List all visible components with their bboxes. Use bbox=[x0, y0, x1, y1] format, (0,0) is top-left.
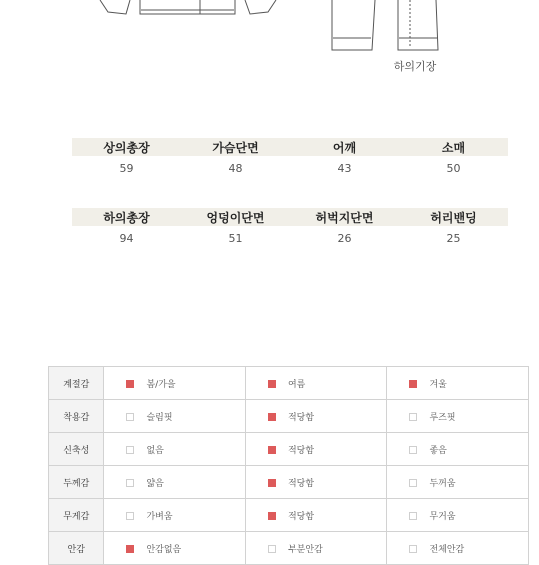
size-header-cell: 하의총장 bbox=[103, 210, 150, 225]
unchecked-box-icon bbox=[409, 512, 417, 520]
attribute-option bbox=[245, 532, 387, 565]
jacket-left-sleeve bbox=[100, 0, 130, 14]
garment-illustration bbox=[0, 0, 539, 80]
jacket-right-sleeve bbox=[245, 0, 276, 14]
size-value-cell: 94 bbox=[119, 231, 134, 245]
size-header-cell: 허벅지단면 bbox=[315, 210, 374, 225]
attribute-row bbox=[49, 367, 529, 400]
attribute-option-label: 적당함 bbox=[287, 445, 315, 456]
checked-box-icon bbox=[126, 380, 134, 388]
attribute-option-label: 슬림핏 bbox=[146, 412, 173, 423]
attribute-option-label: 적당함 bbox=[287, 511, 315, 522]
attribute-option-label: 가벼움 bbox=[146, 511, 173, 522]
unchecked-box-icon bbox=[409, 413, 417, 421]
attribute-option-label: 루즈핏 bbox=[429, 412, 456, 423]
size-header-cell: 허리밴딩 bbox=[430, 210, 477, 225]
jacket-body-hem bbox=[140, 0, 235, 14]
unchecked-box-icon bbox=[126, 446, 134, 454]
attribute-option bbox=[245, 433, 387, 466]
attribute-option bbox=[387, 532, 529, 565]
attribute-row bbox=[49, 433, 529, 466]
attribute-option bbox=[104, 400, 246, 433]
unchecked-box-icon bbox=[126, 479, 134, 487]
size-value-cell: 51 bbox=[228, 231, 243, 245]
checked-box-icon bbox=[268, 413, 276, 421]
attribute-label: 착용감 bbox=[49, 400, 104, 433]
attribute-row bbox=[49, 400, 529, 433]
attribute-row bbox=[49, 466, 529, 499]
attribute-option bbox=[104, 433, 246, 466]
unchecked-box-icon bbox=[126, 512, 134, 520]
attribute-label: 두께감 bbox=[49, 466, 104, 499]
attribute-option-label: 여름 bbox=[287, 379, 306, 390]
attribute-option-label: 적당함 bbox=[287, 412, 315, 423]
size-value-cell: 25 bbox=[446, 231, 461, 245]
attribute-option-label: 무거움 bbox=[429, 511, 456, 522]
attribute-option-label: 겨울 bbox=[429, 379, 447, 390]
checked-box-icon bbox=[268, 446, 276, 454]
attribute-label: 무게감 bbox=[49, 499, 104, 532]
checked-box-icon bbox=[268, 512, 276, 520]
attribute-option-label: 없음 bbox=[146, 445, 164, 456]
size-header-cell: 상의총장 bbox=[103, 140, 150, 155]
attribute-label: 계절감 bbox=[49, 367, 104, 400]
attribute-option-label: 부분안감 bbox=[287, 544, 323, 555]
attribute-option bbox=[104, 367, 246, 400]
top-size-table bbox=[72, 138, 508, 180]
size-table-values bbox=[72, 226, 508, 250]
pants-length-caption: 하의기장 bbox=[393, 60, 437, 73]
checked-box-icon bbox=[268, 380, 276, 388]
attribute-option-label: 봄/가을 bbox=[146, 379, 176, 390]
attribute-option bbox=[104, 466, 246, 499]
size-header-cell: 어깨 bbox=[332, 140, 357, 155]
unchecked-box-icon bbox=[268, 545, 276, 553]
attribute-option bbox=[245, 499, 387, 532]
attribute-row bbox=[49, 532, 529, 565]
unchecked-box-icon bbox=[126, 413, 134, 421]
size-value-cell: 59 bbox=[119, 161, 134, 175]
pants-left-leg bbox=[332, 0, 375, 50]
checked-box-icon bbox=[126, 545, 134, 553]
unchecked-box-icon bbox=[409, 479, 417, 487]
attribute-option bbox=[387, 499, 529, 532]
attribute-row bbox=[49, 499, 529, 532]
attribute-option-label: 좋음 bbox=[429, 445, 447, 456]
size-value-cell: 48 bbox=[228, 161, 243, 175]
attribute-option bbox=[387, 367, 529, 400]
checked-box-icon bbox=[409, 380, 417, 388]
size-header-cell: 가슴단면 bbox=[212, 140, 259, 155]
attribute-option bbox=[245, 466, 387, 499]
attribute-option bbox=[387, 466, 529, 499]
checked-box-icon bbox=[268, 479, 276, 487]
attribute-option-label: 적당함 bbox=[287, 478, 315, 489]
product-attribute-table bbox=[48, 366, 529, 565]
unchecked-box-icon bbox=[409, 545, 417, 553]
size-table-header bbox=[72, 208, 508, 226]
attribute-label: 신축성 bbox=[49, 433, 104, 466]
size-value-cell: 50 bbox=[446, 161, 461, 175]
attribute-option bbox=[104, 532, 246, 565]
attribute-option-label: 안감없음 bbox=[146, 544, 182, 555]
attribute-option-label: 두꺼움 bbox=[429, 478, 456, 489]
pants-right-leg bbox=[398, 0, 438, 50]
attribute-option-label: 전체안감 bbox=[429, 544, 465, 555]
attribute-option bbox=[387, 433, 529, 466]
attribute-label: 안감 bbox=[49, 532, 104, 565]
size-value-cell: 43 bbox=[337, 161, 352, 175]
attribute-option bbox=[104, 499, 246, 532]
attribute-option bbox=[245, 400, 387, 433]
attribute-option bbox=[387, 400, 529, 433]
attribute-option-label: 얇음 bbox=[146, 478, 164, 489]
attribute-option bbox=[245, 367, 387, 400]
size-value-cell: 26 bbox=[337, 231, 352, 245]
size-table-header bbox=[72, 138, 508, 156]
size-table-values bbox=[72, 156, 508, 180]
bottom-size-table bbox=[72, 208, 508, 250]
unchecked-box-icon bbox=[409, 446, 417, 454]
size-header-cell: 엉덩이단면 bbox=[206, 210, 265, 225]
size-header-cell: 소매 bbox=[441, 140, 466, 155]
